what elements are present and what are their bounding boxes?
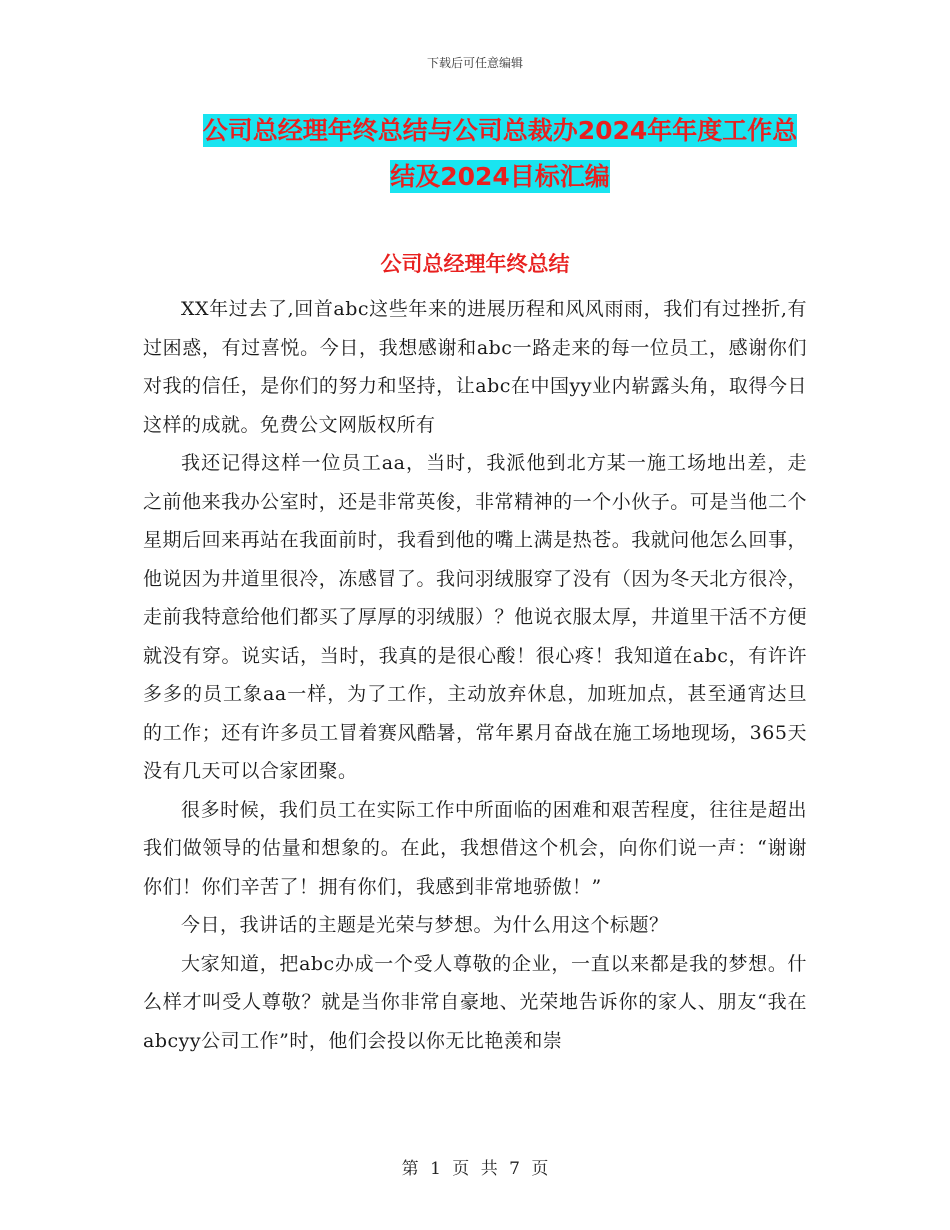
page-number-footer: 第 1 页 共 7 页 bbox=[401, 1159, 549, 1179]
paragraph: 大家知道，把abc办成一个受人尊敬的企业，一直以来都是我的梦想。什么样才叫受人尊敬？就是当你非常自豪地、光荣地告诉你的家人、朋友“我在abcyy公司工作”时，他们会投以你无比艳羡和崇 bbox=[143, 952, 807, 1052]
paragraph: XX年过去了,回首abc这些年来的进展历程和风风雨雨，我们有过挫折,有过困惑，有过喜悦。今日，我想感谢和abc一路走来的每一位员工，感谢你们对我的信任，是你们的努力和坚持，让abc在中国yy业内崭露头角，取得今日这样的成就。免费公文网版权所有 bbox=[143, 298, 807, 436]
paragraph: 很多时候，我们员工在实际工作中所面临的困难和艰苦程度，往往是超出我们做领导的估量和想象的。在此，我想借这个机会，向你们说一声：“谢谢你们！你们辛苦了！拥有你们，我感到非常地骄傲！” bbox=[143, 798, 807, 898]
title-line-1: 公司总经理年终总结与公司总裁办2024年年度工作总 bbox=[202, 116, 798, 145]
document-title bbox=[140, 108, 860, 200]
paragraph: 我还记得这样一位员工aa，当时，我派他到北方某一施工场地出差，走之前他来我办公室时，还是非常英俊，非常精神的一个小伙子。可是当他二个星期后回来再站在我面前时，我看到他的嘴上满是热苍。我就问他怎么回事，他说因为井道里很冷，冻感冒了。我问羽绒服穿了没有（因为冬天北方很冷，走前我特意给他们都买了厚厚的羽绒服）？他说衣服太厚，井道里干活不方便就没有穿。说实话，当时，我真的是很心酸！很心疼！我知道在abc，有许许多多的员工象aa一样，为了工作，主动放弃休息，加班加点，甚至通宵达旦的工作；还有许多员工冒着赛风酷暑，常年累月奋战在施工场地现场，365天没有几天可以合家团聚。 bbox=[143, 452, 807, 782]
header-note: 下载后可任意编辑 bbox=[426, 56, 523, 70]
section-title: 公司总经理年终总结 bbox=[380, 252, 570, 276]
title-line-2: 结及2024目标汇编 bbox=[390, 162, 610, 191]
body-text bbox=[143, 290, 807, 1060]
paragraph: 今日，我讲话的主题是光荣与梦想。为什么用这个标题？ bbox=[181, 914, 669, 936]
